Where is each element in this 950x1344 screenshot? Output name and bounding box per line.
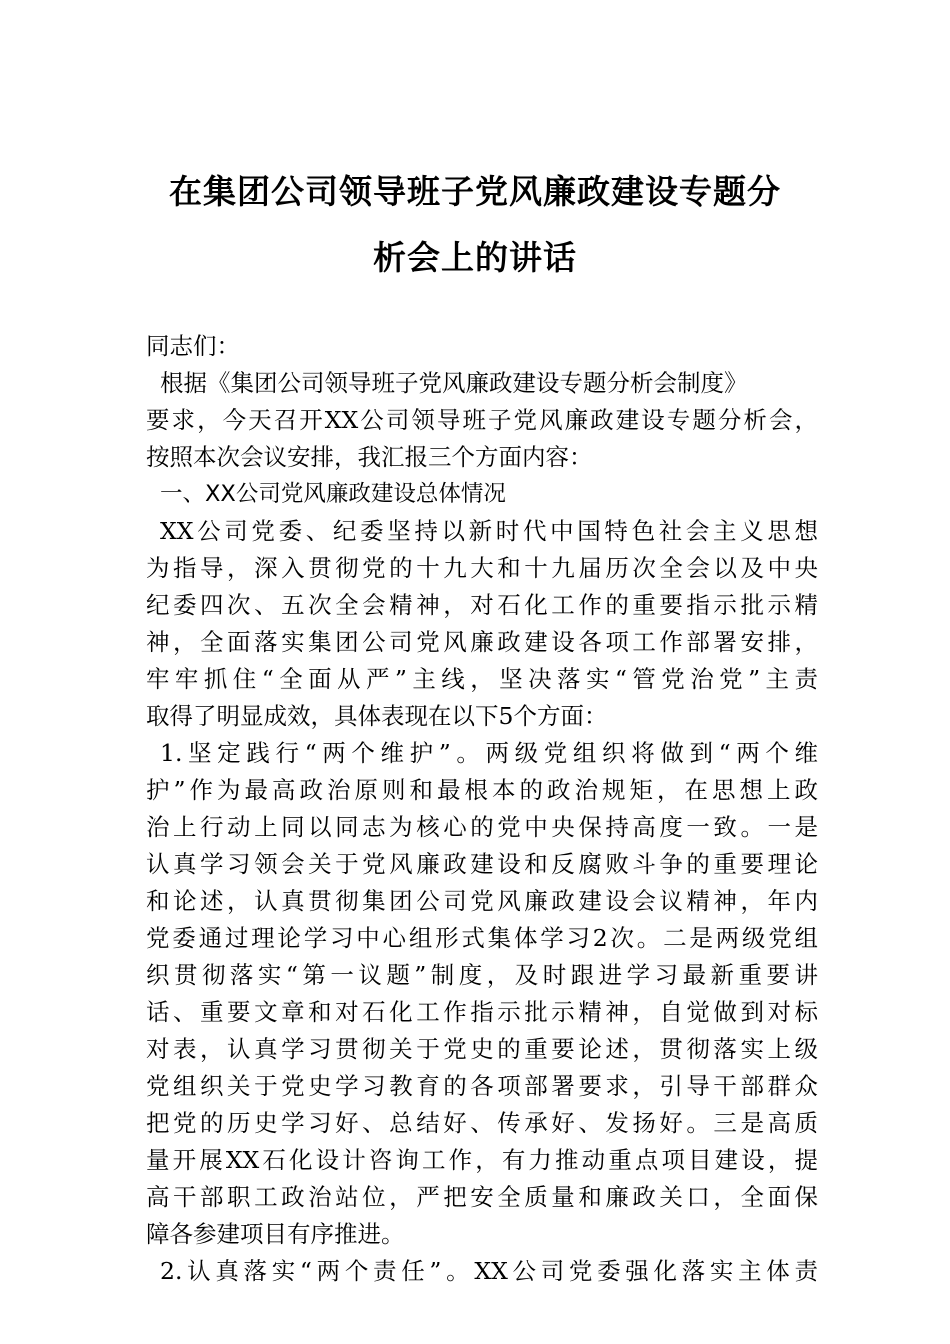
intro-line: 要求，今天召开XX公司领导班子党风廉政建设专题分析会， xyxy=(146,406,818,434)
section-paragraph-line: 纪委四次、五次全会精神，对石化工作的重要指示批示精 xyxy=(146,591,818,619)
item-paragraph-line: 治上行动上同以同志为核心的党中央保持高度一致。一是 xyxy=(146,813,818,841)
item-paragraph-line: 2.认真落实“两个责任”。XX公司党委强化落实主体责 xyxy=(160,1257,818,1285)
document-body xyxy=(146,328,818,1290)
item-paragraph-line: 障各参建项目有序推进。 xyxy=(146,1220,405,1248)
intro-line: 根据《集团公司领导班子党风廉政建设专题分析会制度》 xyxy=(160,369,748,397)
section-paragraph-line: XX公司党委、纪委坚持以新时代中国特色社会主义思想 xyxy=(160,517,818,545)
document-title-line-1: 在集团公司领导班子党风廉政建设专题分 xyxy=(169,172,781,211)
intro-line: 按照本次会议安排，我汇报三个方面内容： xyxy=(146,443,593,471)
item-paragraph-line: 和论述，认真贯彻集团公司党风廉政建设会议精神，年内 xyxy=(146,887,818,915)
document-title-line-2: 析会上的讲话 xyxy=(373,238,577,277)
item-paragraph-line: 织贯彻落实“第一议题”制度，及时跟进学习最新重要讲 xyxy=(146,961,818,989)
section-paragraph-line: 神，全面落实集团公司党风廉政建设各项工作部署安排， xyxy=(146,628,818,656)
item-paragraph-line: 认真学习领会关于党风廉政建设和反腐败斗争的重要理论 xyxy=(146,850,818,878)
greeting: 同志们： xyxy=(146,332,240,360)
item-paragraph-line: 把党的历史学习好、总结好、传承好、发扬好。三是高质 xyxy=(146,1109,818,1137)
section-paragraph-line: 为指导，深入贯彻党的十九大和十九届历次全会以及中央 xyxy=(146,554,818,582)
item-paragraph-line: 护”作为最高政治原则和最根本的政治规矩，在思想上政 xyxy=(146,776,818,804)
item-paragraph-line: 对表，认真学习贯彻关于党史的重要论述，贯彻落实上级 xyxy=(146,1035,818,1063)
item-paragraph-line: 1.坚定践行“两个维护”。两级党组织将做到“两个维 xyxy=(160,739,818,767)
item-paragraph-line: 话、重要文章和对石化工作指示批示精神，自觉做到对标 xyxy=(146,998,818,1026)
item-paragraph-line: 高干部职工政治站位，严把安全质量和廉政关口，全面保 xyxy=(146,1183,818,1211)
item-paragraph-line: 党委通过理论学习中心组形式集体学习2次。二是两级党组 xyxy=(146,924,818,952)
section-paragraph-line: 牢牢抓住“全面从严”主线，坚决落实“管党治党”主责 xyxy=(146,665,818,693)
item-paragraph-line: 党组织关于党史学习教育的各项部署要求，引导干部群众 xyxy=(146,1072,818,1100)
item-paragraph-line: 量开展XX石化设计咨询工作，有力推动重点项目建设，提 xyxy=(146,1146,818,1174)
section-paragraph-line: 取得了明显成效，具体表现在以下5个方面： xyxy=(146,702,608,730)
section-heading: 一、XX公司党风廉政建设总体情况 xyxy=(160,481,506,507)
